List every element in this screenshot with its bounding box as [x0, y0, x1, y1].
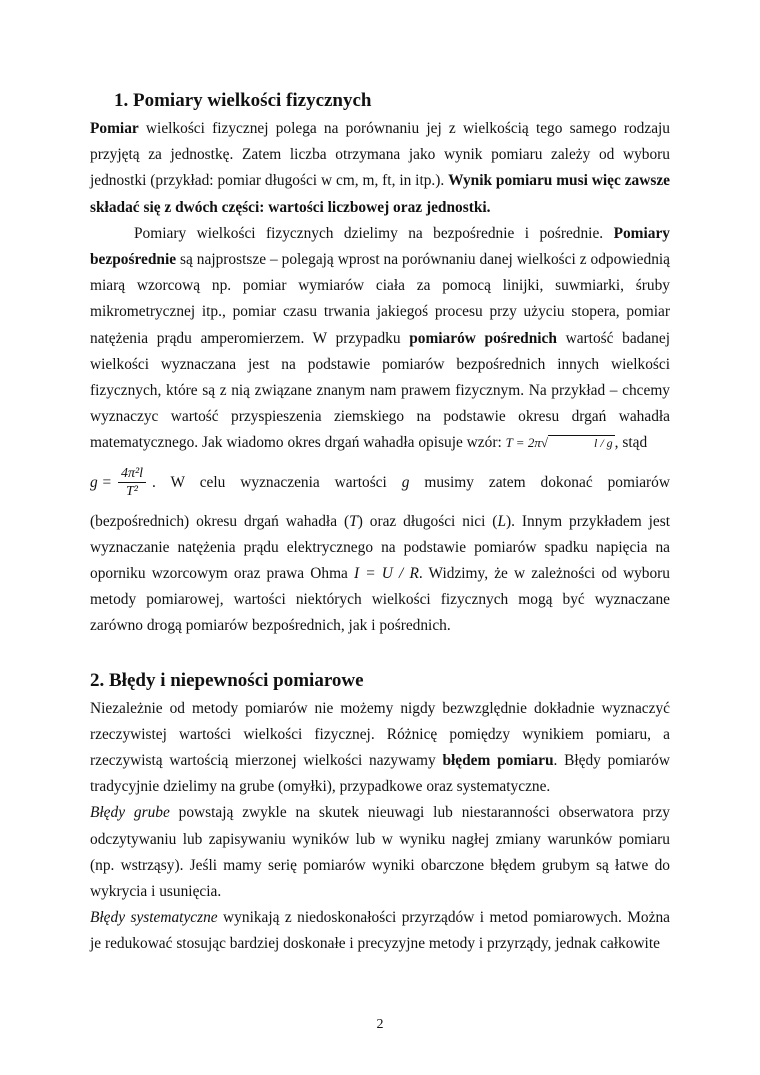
g-formula-fraction: [118, 465, 146, 500]
section-2-paragraph-2: Błędy grube powstają zwykle na skutek nieuwagi lub niestaranności obserwatora przy odczytywaniu lub zapisywaniu wyników lub w wyniku nagłej zmiany warunków pomiaru (np. wstrząsy). Jeśli mamy serię pomiarów wyniki obarczone błędem grubym są łatwe do wykrycia i usunięcia.: [90, 804, 670, 901]
section-1-title: 1. Pomiary wielkości fizycznych: [114, 90, 372, 111]
section-1-paragraph-3: (bezpośrednich) okresu drgań wahadła (T) oraz długości nici (L). Innym przykładem jest wyznaczanie natężenia prądu elektrycznego na podstawie pomiarów spadku napięcia na oporniku wzorcowym oraz prawa Ohma I = U / R. Widzimy, że w zależności od wyboru metody pomiarowej, wartości niektórych wielkości fizycznych mogą być wyznaczane zarówno drogą pomiarów bezpośrednich, jak i pośrednich.: [90, 512, 671, 635]
section-1-paragraph-1: Pomiar wielkości fizycznej polega na porównaniu jej z wielkością tego samego rodzaju przyjętą za jednostkę. Zatem liczba otrzymana jako wynik pomiaru zależy od wyboru jednostki (przykład: pomiar długości w cm, m, ft, in itp.). Wynik pomiaru musi więc zawsze składać się z dwóch części: wartości liczbowej oraz jednostki.: [90, 120, 670, 216]
term-indirect-measurements: pomiarów pośrednich: [409, 329, 557, 347]
g-formula-lhs: g =: [90, 473, 112, 491]
term-gross-errors: Błędy grube: [90, 804, 170, 822]
term-pomiar: Pomiar: [90, 120, 139, 137]
g-formula-line: [90, 457, 670, 509]
term-direct-measurements: Pomiary bezpośrednie: [90, 224, 670, 269]
period-formula: T = 2π√ l / g: [505, 435, 613, 451]
section-1-paragraph-2: Pomiary wielkości fizycznych dzielimy na bezpośrednie i pośrednie. Pomiary bezpośrednie są najprostsze – polegają wprost na porównaniu danej wielkości z odpowiednią miarą wzorcową np. pomiar wymiarów ciała za pomocą linijki, suwmiarki, śruby mikrometrycznej itp., pomiar czasu trwania jakiegoś procesu przy użyciu stopera, pomiar natężenia prądu amperomierzem. W przypadku pomiarów pośrednich wartość badanej wielkości wyznaczana jest na podstawie pomiarów bezpośrednich innych wielkości fizycznych, które są z nią związane znanym nam prawem fizycznym. Na przykład – chcemy wyznaczyc wartość przyspieszenia ziemskiego na podstawie okresu drgań wahadła matematycznego. Jak wiadomo okres drgań wahadła opisuje wzór: T = 2π√ l / g , stąd: [90, 224, 670, 452]
section-2-paragraph-1: Niezależnie od metody pomiarów nie możemy nigdy bezwzględnie dokładnie wyznaczyć rzeczywistej wartości wielkości fizycznej. Różnicę pomiędzy wynikiem pomiaru, a rzeczywistą wartością mierzonej wielkości nazywamy błędem pomiaru. Błędy pomiarów tradycyjnie dzielimy na grube (omyłki), przypadkowe oraz systematyczne.: [90, 699, 670, 796]
fraction-denominator: T²: [126, 484, 138, 500]
section-2-paragraph-3: Błędy systematyczne wynikają z niedoskonałości przyrządów i metod pomiarowych. Można je redukować stosując bardziej doskonałe i precyzyjne metody i przyrządy, jednak całkowite: [90, 909, 670, 953]
key-statement: Wynik pomiaru musi więc zawsze składać się z dwóch części: wartości liczbowej oraz jednostki.: [90, 172, 670, 216]
term-measurement-error: błędem pomiaru: [442, 752, 554, 770]
ohm-law-formula: I = U / R: [354, 565, 419, 583]
term-systematic-errors: Błędy systematyczne: [90, 909, 218, 927]
page-number: 2: [376, 1017, 384, 1032]
section-2-title: 2. Błędy i niepewności pomiarowe: [90, 669, 364, 691]
fraction-numerator: 4π²l: [118, 465, 146, 483]
g-formula-sentence: . W celu wyznaczenia wartości g musimy zatem dokonać pomiarów: [152, 473, 670, 491]
sqrt-sign-icon: √: [540, 435, 548, 451]
